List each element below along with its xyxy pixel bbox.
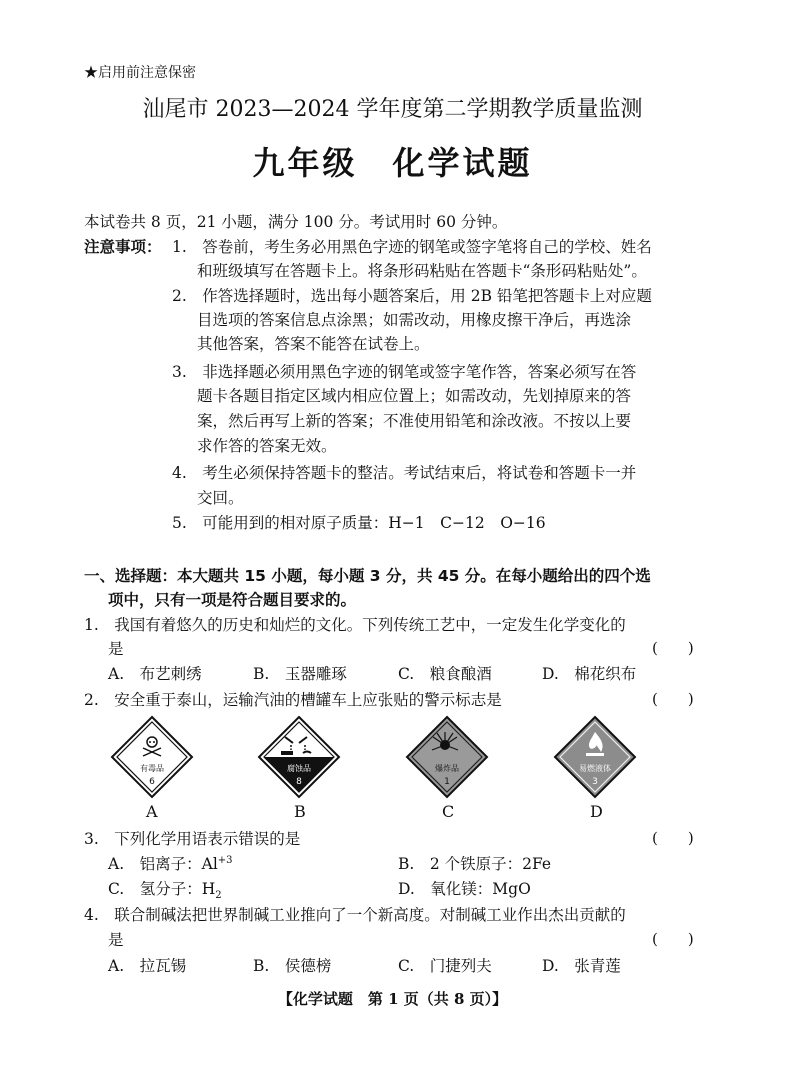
note-line: 1. 答卷前，考生务必用黑色字迹的钢笔或签字笔将自己的学校、姓名: [172, 238, 652, 256]
question-1-option-b: B. 玉器雕琢: [253, 665, 347, 683]
sign-a-number: 6: [149, 777, 155, 787]
question-1-option-d: D. 棉花织布: [542, 665, 637, 683]
note-line: 案，然后再写上新的答案；不准使用铅笔和涂改液。不按以上要: [197, 412, 632, 430]
sign-b-text: 腐蚀品: [287, 764, 311, 773]
confidential-mark: ★启用前注意保密: [84, 65, 196, 81]
page-footer: 【化学试题 第 1 页（共 8 页）】: [277, 990, 508, 1008]
note-line: 和班级填写在答题卡上。将条形码粘贴在答题卡“条形码粘贴处”。: [197, 262, 647, 280]
question-3-stem: 3. 下列化学用语表示错误的是: [84, 830, 301, 848]
note-line: 3. 非选择题必须用黑色字迹的钢笔或签字笔作答，答案必须写在答: [172, 363, 637, 381]
question-3-option-b: B. 2 个铁原子：2Fe: [398, 855, 552, 873]
notes-label: 注意事项：: [84, 238, 162, 256]
answer-blank: ( ): [652, 639, 694, 657]
sign-d-number: 3: [592, 777, 598, 787]
question-4-option-a: A. 拉瓦锡: [108, 957, 187, 975]
question-4-option-c: C. 门捷列夫: [398, 957, 492, 975]
sign-a-label: A: [146, 802, 158, 821]
explosive-warning-sign-icon: [405, 715, 489, 799]
question-4-option-b: B. 侯德榜: [253, 957, 332, 975]
question-4-stem: 4. 联合制碱法把世界制碱工业推向了一个新高度。对制碱工业作出杰出贡献的: [84, 906, 626, 924]
question-1-stem: 1. 我国有着悠久的历史和灿烂的文化。下列传统工艺中，一定发生化学变化的: [84, 616, 626, 634]
question-3-option-c: C. 氢分子：$H_2$: [108, 880, 222, 902]
note-line: 其他答案，答案不能答在试卷上。: [197, 335, 430, 353]
note-line: 交回。: [197, 489, 244, 507]
sign-b-label: B: [294, 802, 306, 821]
question-1-option-c: C. 粮食酿酒: [398, 665, 492, 683]
flammable-liquid-warning-sign-icon: [553, 715, 637, 799]
sign-d-label: D: [590, 802, 603, 821]
question-4-option-d: D. 张青莲: [542, 957, 621, 975]
note-line: 2. 作答选择题时，选出每小题答案后，用 2B 铅笔把答题卡上对应题: [172, 287, 652, 305]
section-heading: 一、选择题：本大题共 15 小题，每小题 3 分，共 45 分。在每小题给出的四个选: [84, 567, 651, 585]
note-line: 题卡各题目指定区域内相应位置上；如需改动，先划掉原来的答: [197, 387, 632, 405]
toxic-warning-sign-icon: [110, 715, 194, 799]
sign-a-text: 有毒品: [140, 764, 164, 773]
section-heading-cont: 项中，只有一项是符合题目要求的。: [108, 591, 357, 609]
sign-c-label: C: [442, 802, 455, 821]
question-2-stem: 2. 安全重于泰山，运输汽油的槽罐车上应张贴的警示标志是: [84, 691, 502, 709]
question-3-option-a: A. 铝离子：$Al^{+3}$: [108, 854, 233, 873]
question-1-option-a: A. 布艺刺绣: [108, 665, 202, 683]
sign-b-number: 8: [296, 777, 302, 787]
note-line: 目选项的答案信息点涂黑；如需改动，用橡皮擦干净后，再选涂: [197, 311, 632, 329]
question-1-stem-cont: 是: [108, 640, 124, 658]
note-line: 5. 可能用到的相对原子质量：H−1 C−12 O−16: [172, 514, 546, 532]
answer-blank: ( ): [652, 690, 694, 708]
question-4-stem-cont: 是: [108, 931, 124, 949]
note-line: 4. 考生必须保持答题卡的整洁。考试结束后，将试卷和答题卡一并: [172, 464, 637, 482]
sign-d-text: 易燃液体: [579, 764, 611, 773]
intro-text: 本试卷共 8 页，21 小题，满分 100 分。考试用时 60 分钟。: [84, 213, 508, 231]
exam-subtitle: 九年级 化学试题: [252, 144, 533, 182]
sign-c-number: 1: [444, 777, 450, 787]
exam-title: 汕尾市 2023—2024 学年度第二学期教学质量监测: [142, 97, 643, 122]
corrosive-warning-sign-icon: [257, 715, 341, 799]
question-3-option-d: D. 氧化镁：MgO: [398, 880, 531, 898]
sign-c-text: 爆炸品: [435, 764, 459, 773]
answer-blank: ( ): [652, 829, 694, 847]
answer-blank: ( ): [652, 930, 694, 948]
note-line: 求作答的答案无效。: [197, 437, 337, 455]
